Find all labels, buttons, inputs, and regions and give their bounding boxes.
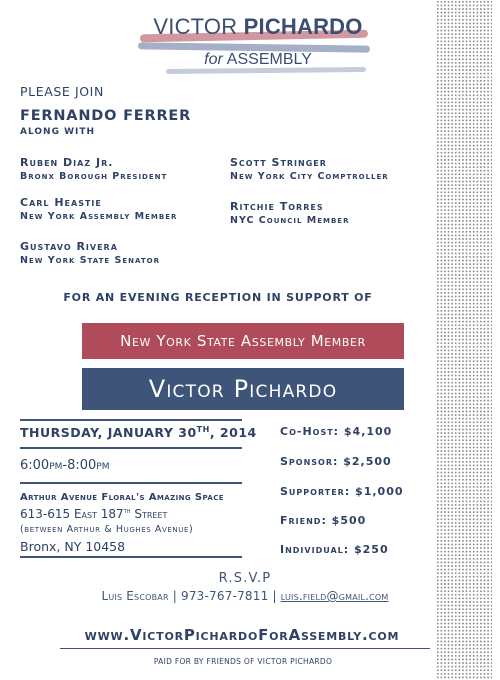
participant-title: New York Assembly Member xyxy=(20,211,178,222)
address-sup: th xyxy=(123,507,131,515)
divider-time xyxy=(20,482,242,484)
divider-bottom xyxy=(20,556,242,558)
venue-name: Arthur Avenue Floral's Amazing Space xyxy=(20,492,224,503)
divider-top xyxy=(20,419,242,421)
participant-name: Ritchie Torres xyxy=(230,200,324,213)
event-date xyxy=(20,425,257,440)
paid-for-disclaimer xyxy=(0,657,500,666)
event-time: 6:00pm-8:00pm xyxy=(20,458,110,473)
rsvp-phone[interactable]: 973-767-7811 xyxy=(181,589,269,603)
cross-streets: (between Arthur & Hughes Avenue) xyxy=(20,524,194,535)
logo-assembly: ASSEMBLY xyxy=(226,51,312,68)
website-underline xyxy=(60,648,430,649)
candidate-banner: Victor Pichardo xyxy=(82,368,404,410)
separator: | xyxy=(272,589,277,603)
logo-for: for xyxy=(204,51,223,68)
date-suffix-sup: TH xyxy=(196,425,210,434)
participant-title: New York City Comptroller xyxy=(230,171,389,182)
date-main: THURSDAY, JANUARY 30 xyxy=(20,425,197,441)
date-year: , 2014 xyxy=(209,425,257,441)
participant-name: Ruben Diaz Jr. xyxy=(20,156,114,169)
logo-first-name: VICTOR xyxy=(153,14,238,39)
along-with: ALONG WITH xyxy=(20,127,96,137)
rsvp-contact xyxy=(0,589,490,603)
participant-title: New York State Senator xyxy=(20,255,160,266)
campaign-logo xyxy=(138,14,378,76)
paid-for-text: PAID FOR BY FRIENDS OF VICTOR PICHARDO xyxy=(153,657,333,666)
reception-text: FOR AN EVENING RECEPTION IN SUPPORT OF xyxy=(63,291,373,304)
participant-title: Bronx Borough President xyxy=(20,171,168,182)
participant-title: NYC Council Member xyxy=(230,215,350,226)
website-link[interactable]: www.VictorPichardoForAssembly.com xyxy=(84,626,400,644)
rsvp-email-link[interactable]: luis.field@gmail.com xyxy=(280,589,389,603)
separator: | xyxy=(172,589,177,603)
reception-heading xyxy=(0,291,500,304)
donation-tier: Co-Host: $4,100 xyxy=(280,425,393,438)
venue-address xyxy=(20,507,167,521)
rsvp-name: Luis Escobar xyxy=(101,589,169,603)
address-number: 613-615 East 187 xyxy=(20,507,124,521)
participant-name: Gustavo Rivera xyxy=(20,240,118,253)
logo-last-name: PICHARDO xyxy=(243,14,363,39)
website xyxy=(0,626,500,644)
donation-tier: Supporter: $1,000 xyxy=(280,485,404,498)
donation-tier: Individual: $250 xyxy=(280,543,389,556)
participant-name: Scott Stringer xyxy=(230,156,327,169)
participant-name: Carl Heastie xyxy=(20,196,102,209)
please-join: PLEASE JOIN xyxy=(20,84,104,99)
address-street: Street xyxy=(130,507,168,521)
donation-tier: Sponsor: $2,500 xyxy=(280,455,392,468)
rsvp-label: R.S.V.P xyxy=(218,571,272,586)
logo-subtitle xyxy=(138,51,378,69)
logo-name xyxy=(138,14,378,40)
office-banner: New York State Assembly Member xyxy=(82,323,404,359)
divider-date xyxy=(20,447,242,449)
donation-tier: Friend: $500 xyxy=(280,514,367,527)
host-name: FERNANDO FERRER xyxy=(20,108,192,124)
venue-city: Bronx, NY 10458 xyxy=(20,539,126,554)
